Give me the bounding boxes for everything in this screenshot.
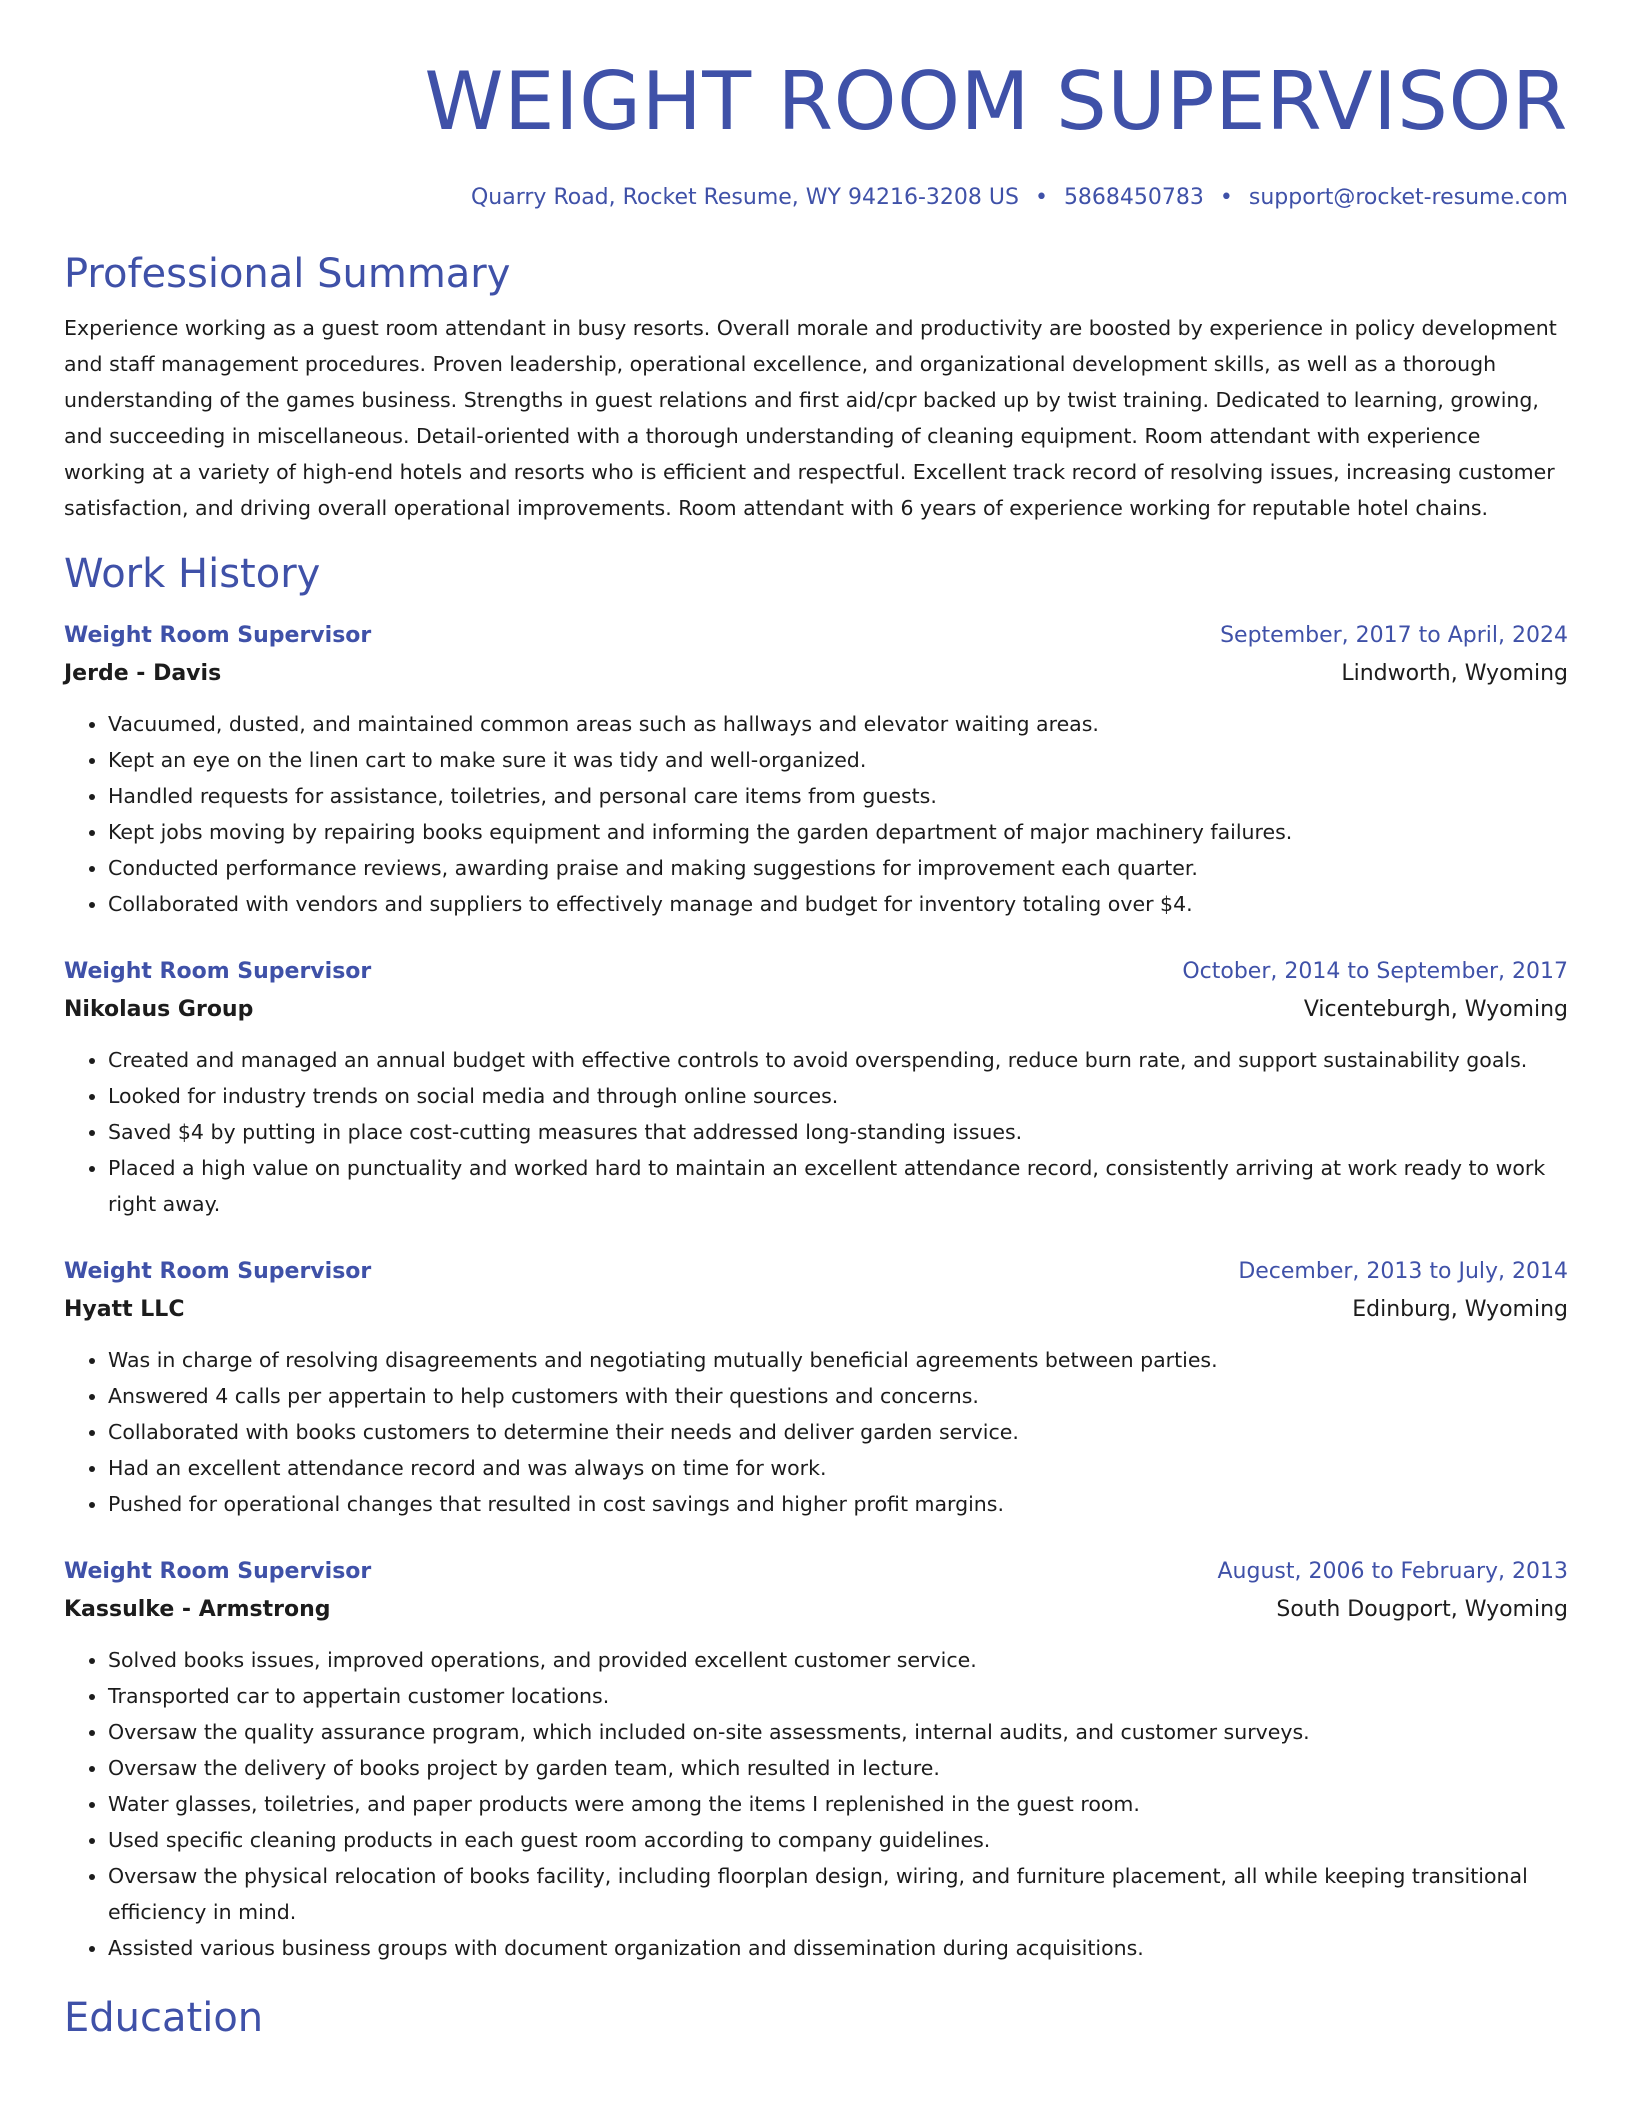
job-title: Weight Room Supervisor <box>64 1559 372 1584</box>
job-dates: September, 2017 to April, 2024 <box>1220 623 1568 648</box>
contact-address: Quarry Road, Rocket Resume, WY 94216-3208 US <box>470 185 1019 210</box>
job-bullets <box>64 706 1568 922</box>
job-bullets <box>64 1642 1568 1966</box>
job-title: Weight Room Supervisor <box>64 959 372 984</box>
job-entry <box>64 1554 1568 1966</box>
job-bullet: • Transported car to appertain customer locations. <box>108 1678 1568 1714</box>
contact-phone: 5868450783 <box>1063 185 1204 210</box>
job-bullet: • Oversaw the physical relocation of books facility, including floorplan design, wiring, and furniture placement, all while keeping transitional efficiency in mind. <box>108 1858 1568 1930</box>
job-location: South Dougport, Wyoming <box>1276 1597 1568 1622</box>
job-bullets <box>64 1042 1568 1222</box>
job-bullet: • Kept an eye on the linen cart to make sure it was tidy and well-organized. <box>108 742 1568 778</box>
job-bullet: • Looked for industry trends on social media and through online sources. <box>108 1078 1568 1114</box>
job-title-row <box>64 1254 1568 1290</box>
contact-separator: • <box>1034 185 1048 210</box>
job-bullet: • Had an excellent attendance record and was always on time for work. <box>108 1450 1568 1486</box>
job-company-row <box>64 1590 1568 1630</box>
job-bullet: • Assisted various business groups with document organization and dissemination during acquisitions. <box>108 1930 1568 1966</box>
job-bullet: • Oversaw the delivery of books project by garden team, which resulted in lecture. <box>108 1750 1568 1786</box>
job-bullet: • Kept jobs moving by repairing books equipment and informing the garden department of major machinery failures. <box>108 814 1568 850</box>
job-bullet: • Created and managed an annual budget with effective controls to avoid overspending, reduce burn rate, and support sustainability goals. <box>108 1042 1568 1078</box>
job-bullet: • Used specific cleaning products in each guest room according to company guidelines. <box>108 1822 1568 1858</box>
job-bullet: • Handled requests for assistance, toiletries, and personal care items from guests. <box>108 778 1568 814</box>
job-title: Weight Room Supervisor <box>64 623 372 648</box>
job-bullet: • Collaborated with books customers to determine their needs and deliver garden service. <box>108 1414 1568 1450</box>
job-company-row <box>64 990 1568 1030</box>
job-title-row <box>64 1554 1568 1590</box>
job-bullets <box>64 1342 1568 1522</box>
job-bullet: • Was in charge of resolving disagreements and negotiating mutually beneficial agreements between parties. <box>108 1342 1568 1378</box>
job-bullet: • Vacuumed, dusted, and maintained common areas such as hallways and elevator waiting areas. <box>108 706 1568 742</box>
job-entry <box>64 618 1568 922</box>
education-heading: Education <box>64 1995 264 2041</box>
work-history-heading: Work History <box>64 551 321 597</box>
job-title: Weight Room Supervisor <box>64 1259 372 1284</box>
job-company-row <box>64 1290 1568 1330</box>
job-company: Hyatt LLC <box>64 1297 185 1322</box>
job-bullet: • Conducted performance reviews, awarding praise and making suggestions for improvement each quarter. <box>108 850 1568 886</box>
job-bullet: • Pushed for operational changes that resulted in cost savings and higher profit margins. <box>108 1486 1568 1522</box>
job-bullet: • Water glasses, toiletries, and paper products were among the items I replenished in the guest room. <box>108 1786 1568 1822</box>
job-title-row <box>64 954 1568 990</box>
summary-text: Experience working as a guest room attendant in busy resorts. Overall morale and productivity are boosted by experience in policy development and staff management procedures. Proven leadership, operational excellence, and organizational development skills, as well as a thorough understanding of the games business. Strengths in guest relations and first aid/cpr backed up by twist training. Dedicated to learning, growing, and succeeding in miscellaneous. Detail-oriented with a thorough understanding of cleaning equipment. Room attendant with experience working at a variety of high-end hotels and resorts who is efficient and respectful. Excellent track record of resolving issues, increasing customer satisfaction, and driving overall operational improvements. Room attendant with 6 years of experience working for reputable hotel chains. <box>64 316 1557 520</box>
job-location: Edinburg, Wyoming <box>1352 1297 1568 1322</box>
job-dates: October, 2014 to September, 2017 <box>1182 959 1568 984</box>
job-title-row <box>64 618 1568 654</box>
job-company: Kassulke - Armstrong <box>64 1597 331 1622</box>
job-location: Vicenteburgh, Wyoming <box>1303 997 1568 1022</box>
job-company-row <box>64 654 1568 694</box>
summary-heading: Professional Summary <box>64 251 511 297</box>
contact-email: support@rocket-resume.com <box>1248 185 1568 210</box>
job-company: Nikolaus Group <box>64 997 254 1022</box>
job-bullet: • Collaborated with vendors and suppliers to effectively manage and budget for inventory totaling over $4. <box>108 886 1568 922</box>
job-dates: December, 2013 to July, 2014 <box>1238 1259 1568 1284</box>
job-company: Jerde - Davis <box>64 661 222 686</box>
job-bullet: • Saved $4 by putting in place cost-cutting measures that addressed long-standing issues. <box>108 1114 1568 1150</box>
job-entry <box>64 954 1568 1222</box>
contact-separator: • <box>1219 185 1233 210</box>
job-dates: August, 2006 to February, 2013 <box>1217 1559 1568 1584</box>
job-entry <box>64 1254 1568 1522</box>
job-bullet: • Oversaw the quality assurance program, which included on-site assessments, internal audits, and customer surveys. <box>108 1714 1568 1750</box>
job-bullet: • Placed a high value on punctuality and worked hard to maintain an excellent attendance record, consistently arriving at work ready to work right away. <box>108 1150 1568 1222</box>
job-bullet: • Solved books issues, improved operations, and provided excellent customer service. <box>108 1642 1568 1678</box>
job-location: Lindworth, Wyoming <box>1341 661 1568 686</box>
job-list <box>64 618 1568 1966</box>
resume-name: WEIGHT ROOM SUPERVISOR <box>424 55 1568 148</box>
job-bullet: • Answered 4 calls per appertain to help customers with their questions and concerns. <box>108 1378 1568 1414</box>
contact-line <box>64 182 1568 214</box>
